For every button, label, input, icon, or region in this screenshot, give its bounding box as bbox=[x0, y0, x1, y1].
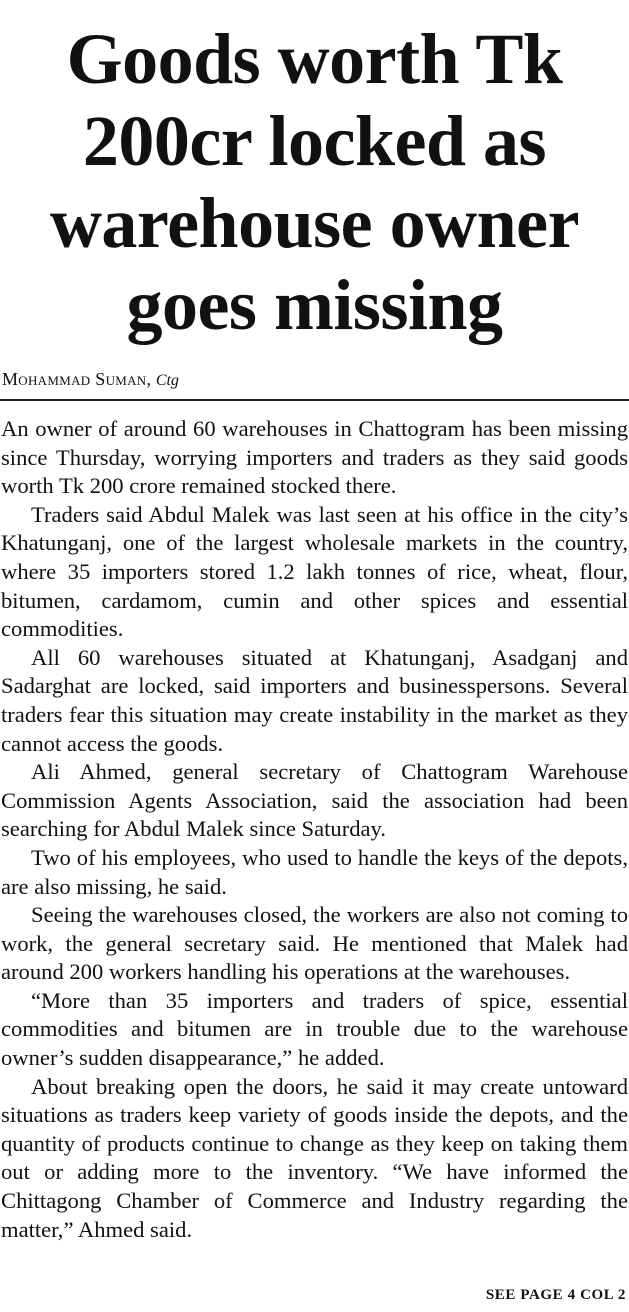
body-paragraph: Seeing the warehouses closed, the workers are also not coming to work, the general secretary said. He mentioned that Malek had around 200 workers handling his operations at the warehouses. bbox=[1, 902, 628, 985]
body-paragraph: Traders said Abdul Malek was last seen at his office in the city’s Khatunganj, one of the largest wholesale markets in the country, where 35 importers stored 1.2 lakh tonnes of rice, wheat, flour, bitumen, cardamom, cumin and other spices and essential commodities. bbox=[1, 501, 628, 642]
continuation-note: SEE PAGE 4 COL 2 bbox=[485, 1287, 626, 1303]
body-paragraph: Ali Ahmed, general secretary of Chattogram Warehouse Commission Agents Association, said the association had been searching for Abdul Malek since Saturday. bbox=[1, 759, 628, 842]
headline: Goods worth Tk 200cr locked as warehouse owner goes missing bbox=[49, 19, 580, 345]
body-paragraph: “More than 35 importers and traders of spice, essential commodities and bitumen are in trouble due to the warehouse owner’s sudden disappearance,” he added. bbox=[1, 987, 628, 1071]
byline-divider bbox=[0, 399, 629, 401]
byline-location: Ctg bbox=[155, 372, 179, 389]
byline bbox=[0, 368, 629, 392]
byline-author: Mohammad Suman, bbox=[2, 369, 152, 389]
body-paragraph: All 60 warehouses situated at Khatunganj, Asadganj and Sadarghat are locked, said importers and businesspersons. Several traders fear this situation may create instability in the market as they cannot access the goods. bbox=[1, 644, 628, 756]
body-paragraph: Two of his employees, who used to handle the keys of the depots, are also missing, he said. bbox=[1, 844, 628, 899]
article-body bbox=[0, 415, 629, 1244]
body-paragraph: About breaking open the doors, he said it may create untoward situations as traders keep variety of goods inside the depots, and the quantity of products continue to change as they keep on taking them out or adding more to the inventory. “We have informed the Chittagong Chamber of Commerce and Industry regarding the matter,” Ahmed said. bbox=[1, 1073, 628, 1242]
body-paragraph: An owner of around 60 warehouses in Chattogram has been missing since Thursday, worrying importers and traders as they said goods worth Tk 200 crore remained stocked there. bbox=[1, 416, 628, 499]
